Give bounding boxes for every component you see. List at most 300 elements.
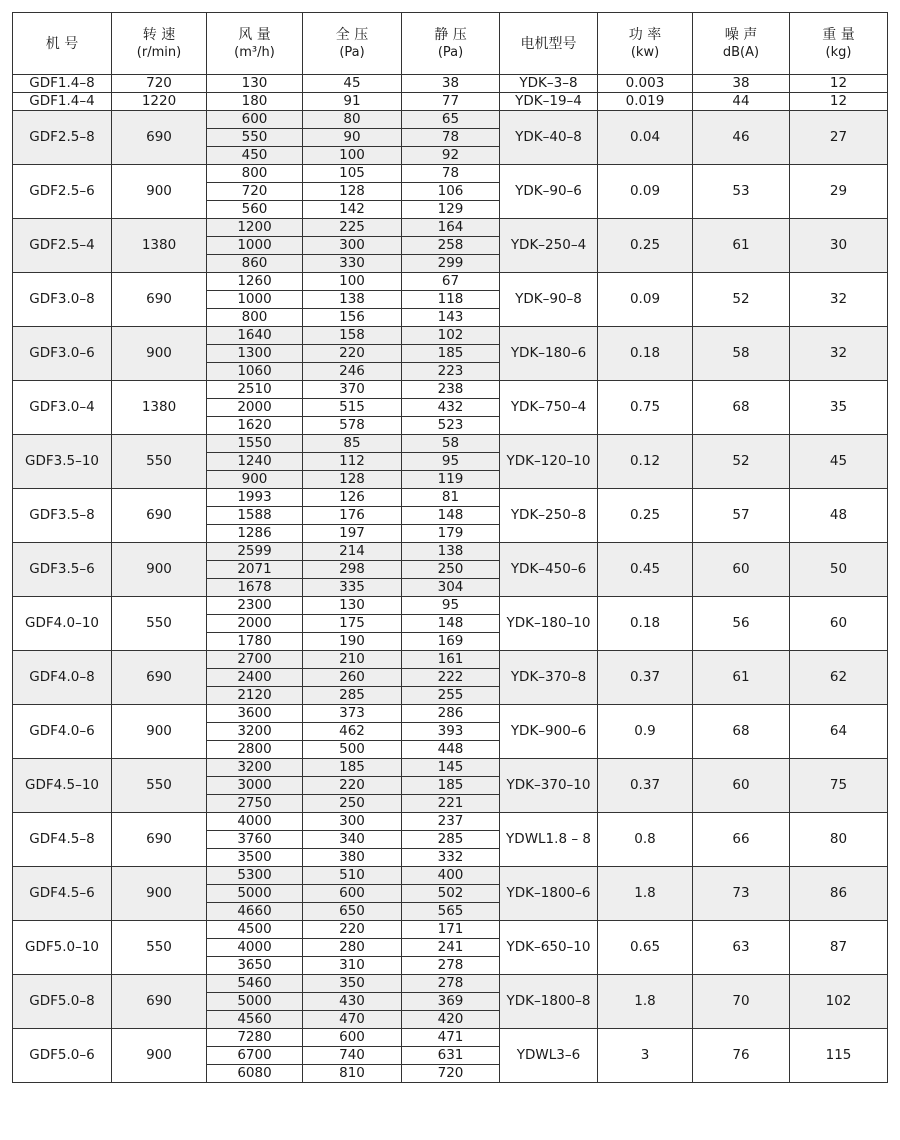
cell-model: GDF3.5–8 (13, 489, 112, 543)
table-row (13, 489, 888, 507)
cell-model: GDF4.5–8 (13, 813, 112, 867)
spec-table-wrapper (12, 12, 887, 1083)
cell-total-pressure: 220 (303, 345, 402, 363)
cell-motor-model: YDK–90–8 (500, 273, 598, 327)
cell-static-pressure: 369 (402, 993, 500, 1011)
cell-power: 0.18 (598, 597, 693, 651)
cell-noise: 44 (693, 93, 790, 111)
cell-total-pressure: 430 (303, 993, 402, 1011)
cell-airflow: 180 (207, 93, 303, 111)
cell-total-pressure: 112 (303, 453, 402, 471)
cell-motor-model: YDK–180–6 (500, 327, 598, 381)
cell-airflow: 450 (207, 147, 303, 165)
cell-static-pressure: 119 (402, 471, 500, 489)
cell-static-pressure: 420 (402, 1011, 500, 1029)
cell-airflow: 4500 (207, 921, 303, 939)
table-row (13, 219, 888, 237)
cell-noise: 60 (693, 759, 790, 813)
cell-static-pressure: 81 (402, 489, 500, 507)
cell-airflow: 4000 (207, 939, 303, 957)
cell-motor-model: YDK–750–4 (500, 381, 598, 435)
cell-speed: 900 (112, 327, 207, 381)
cell-motor-model: YDWL3–6 (500, 1029, 598, 1083)
cell-static-pressure: 720 (402, 1065, 500, 1083)
cell-total-pressure: 185 (303, 759, 402, 777)
cell-airflow: 6080 (207, 1065, 303, 1083)
cell-airflow: 2800 (207, 741, 303, 759)
cell-speed: 900 (112, 543, 207, 597)
cell-weight: 75 (790, 759, 888, 813)
cell-static-pressure: 78 (402, 129, 500, 147)
cell-airflow: 5460 (207, 975, 303, 993)
cell-power: 0.37 (598, 651, 693, 705)
cell-airflow: 800 (207, 165, 303, 183)
cell-airflow: 1780 (207, 633, 303, 651)
cell-noise: 53 (693, 165, 790, 219)
cell-power: 0.09 (598, 273, 693, 327)
table-row (13, 759, 888, 777)
cell-total-pressure: 650 (303, 903, 402, 921)
cell-static-pressure: 304 (402, 579, 500, 597)
cell-noise: 60 (693, 543, 790, 597)
cell-power: 0.003 (598, 75, 693, 93)
cell-weight: 102 (790, 975, 888, 1029)
col-header-airflow: 风 量 (m³/h) (207, 13, 303, 75)
cell-static-pressure: 179 (402, 525, 500, 543)
cell-speed: 900 (112, 165, 207, 219)
cell-model: GDF5.0–6 (13, 1029, 112, 1083)
cell-power: 1.8 (598, 867, 693, 921)
cell-noise: 70 (693, 975, 790, 1029)
cell-static-pressure: 471 (402, 1029, 500, 1047)
cell-power: 0.12 (598, 435, 693, 489)
cell-noise: 46 (693, 111, 790, 165)
cell-total-pressure: 280 (303, 939, 402, 957)
cell-airflow: 1640 (207, 327, 303, 345)
cell-weight: 115 (790, 1029, 888, 1083)
cell-noise: 52 (693, 435, 790, 489)
cell-model: GDF4.0–8 (13, 651, 112, 705)
cell-airflow: 5000 (207, 885, 303, 903)
cell-static-pressure: 161 (402, 651, 500, 669)
cell-airflow: 560 (207, 201, 303, 219)
cell-airflow: 1200 (207, 219, 303, 237)
cell-total-pressure: 500 (303, 741, 402, 759)
cell-airflow: 2000 (207, 615, 303, 633)
cell-speed: 550 (112, 597, 207, 651)
cell-motor-model: YDK–3–8 (500, 75, 598, 93)
cell-static-pressure: 77 (402, 93, 500, 111)
cell-total-pressure: 250 (303, 795, 402, 813)
cell-power: 0.45 (598, 543, 693, 597)
cell-static-pressure: 222 (402, 669, 500, 687)
cell-total-pressure: 380 (303, 849, 402, 867)
cell-weight: 62 (790, 651, 888, 705)
cell-model: GDF3.0–6 (13, 327, 112, 381)
cell-power: 0.8 (598, 813, 693, 867)
cell-model: GDF3.5–10 (13, 435, 112, 489)
cell-total-pressure: 176 (303, 507, 402, 525)
cell-static-pressure: 250 (402, 561, 500, 579)
cell-airflow: 4000 (207, 813, 303, 831)
cell-speed: 690 (112, 273, 207, 327)
cell-total-pressure: 470 (303, 1011, 402, 1029)
cell-static-pressure: 129 (402, 201, 500, 219)
cell-static-pressure: 565 (402, 903, 500, 921)
cell-static-pressure: 241 (402, 939, 500, 957)
cell-weight: 87 (790, 921, 888, 975)
cell-total-pressure: 340 (303, 831, 402, 849)
cell-speed: 550 (112, 921, 207, 975)
cell-airflow: 3760 (207, 831, 303, 849)
cell-total-pressure: 600 (303, 1029, 402, 1047)
cell-static-pressure: 118 (402, 291, 500, 309)
cell-motor-model: YDK–450–6 (500, 543, 598, 597)
table-row (13, 327, 888, 345)
cell-airflow: 2700 (207, 651, 303, 669)
cell-weight: 80 (790, 813, 888, 867)
cell-total-pressure: 100 (303, 147, 402, 165)
table-row (13, 975, 888, 993)
cell-total-pressure: 128 (303, 183, 402, 201)
cell-airflow: 1550 (207, 435, 303, 453)
cell-static-pressure: 432 (402, 399, 500, 417)
cell-power: 0.019 (598, 93, 693, 111)
cell-static-pressure: 58 (402, 435, 500, 453)
cell-airflow: 4660 (207, 903, 303, 921)
cell-model: GDF2.5–4 (13, 219, 112, 273)
cell-total-pressure: 128 (303, 471, 402, 489)
cell-total-pressure: 142 (303, 201, 402, 219)
cell-noise: 73 (693, 867, 790, 921)
col-header-power: 功 率 (kw) (598, 13, 693, 75)
cell-motor-model: YDK–90–6 (500, 165, 598, 219)
cell-total-pressure: 260 (303, 669, 402, 687)
cell-total-pressure: 175 (303, 615, 402, 633)
cell-airflow: 720 (207, 183, 303, 201)
cell-model: GDF4.0–6 (13, 705, 112, 759)
cell-motor-model: YDK–650–10 (500, 921, 598, 975)
cell-model: GDF1.4–8 (13, 75, 112, 93)
cell-static-pressure: 255 (402, 687, 500, 705)
cell-noise: 61 (693, 651, 790, 705)
cell-airflow: 800 (207, 309, 303, 327)
cell-airflow: 2120 (207, 687, 303, 705)
cell-noise: 68 (693, 381, 790, 435)
cell-weight: 32 (790, 273, 888, 327)
cell-speed: 900 (112, 705, 207, 759)
cell-motor-model: YDK–40–8 (500, 111, 598, 165)
cell-airflow: 860 (207, 255, 303, 273)
cell-noise: 38 (693, 75, 790, 93)
cell-static-pressure: 631 (402, 1047, 500, 1065)
cell-motor-model: YDWL1.8 – 8 (500, 813, 598, 867)
table-row (13, 543, 888, 561)
cell-airflow: 1000 (207, 291, 303, 309)
cell-weight: 48 (790, 489, 888, 543)
cell-total-pressure: 220 (303, 777, 402, 795)
table-row (13, 597, 888, 615)
cell-static-pressure: 286 (402, 705, 500, 723)
cell-model: GDF3.0–8 (13, 273, 112, 327)
cell-static-pressure: 393 (402, 723, 500, 741)
cell-airflow: 1060 (207, 363, 303, 381)
col-header-total-pressure: 全 压 (Pa) (303, 13, 402, 75)
cell-airflow: 1300 (207, 345, 303, 363)
col-header-model: 机 号 (13, 13, 112, 75)
cell-airflow: 2300 (207, 597, 303, 615)
cell-airflow: 2599 (207, 543, 303, 561)
cell-total-pressure: 600 (303, 885, 402, 903)
cell-airflow: 2510 (207, 381, 303, 399)
cell-static-pressure: 95 (402, 453, 500, 471)
cell-weight: 29 (790, 165, 888, 219)
cell-airflow: 600 (207, 111, 303, 129)
cell-static-pressure: 221 (402, 795, 500, 813)
cell-model: GDF2.5–6 (13, 165, 112, 219)
cell-total-pressure: 300 (303, 813, 402, 831)
cell-power: 0.04 (598, 111, 693, 165)
cell-total-pressure: 210 (303, 651, 402, 669)
cell-total-pressure: 156 (303, 309, 402, 327)
cell-noise: 57 (693, 489, 790, 543)
cell-motor-model: YDK–1800–6 (500, 867, 598, 921)
spec-table-body (13, 75, 888, 1083)
cell-speed: 1380 (112, 219, 207, 273)
cell-airflow: 2400 (207, 669, 303, 687)
cell-model: GDF5.0–8 (13, 975, 112, 1029)
table-row (13, 165, 888, 183)
cell-airflow: 3600 (207, 705, 303, 723)
cell-airflow: 3000 (207, 777, 303, 795)
cell-power: 3 (598, 1029, 693, 1083)
cell-static-pressure: 448 (402, 741, 500, 759)
cell-speed: 900 (112, 1029, 207, 1083)
cell-total-pressure: 220 (303, 921, 402, 939)
cell-power: 0.09 (598, 165, 693, 219)
table-row (13, 813, 888, 831)
cell-motor-model: YDK–1800–8 (500, 975, 598, 1029)
table-row (13, 651, 888, 669)
cell-airflow: 2071 (207, 561, 303, 579)
cell-static-pressure: 171 (402, 921, 500, 939)
cell-static-pressure: 138 (402, 543, 500, 561)
cell-motor-model: YDK–180–10 (500, 597, 598, 651)
cell-static-pressure: 238 (402, 381, 500, 399)
cell-speed: 1380 (112, 381, 207, 435)
cell-total-pressure: 105 (303, 165, 402, 183)
cell-power: 0.25 (598, 489, 693, 543)
cell-airflow: 1286 (207, 525, 303, 543)
cell-airflow: 3650 (207, 957, 303, 975)
cell-motor-model: YDK–250–8 (500, 489, 598, 543)
fan-spec-table (12, 12, 888, 1083)
cell-speed: 690 (112, 975, 207, 1029)
table-row (13, 273, 888, 291)
table-row (13, 93, 888, 111)
table-row (13, 1029, 888, 1047)
cell-airflow: 3500 (207, 849, 303, 867)
cell-noise: 66 (693, 813, 790, 867)
cell-static-pressure: 67 (402, 273, 500, 291)
cell-total-pressure: 225 (303, 219, 402, 237)
cell-static-pressure: 185 (402, 777, 500, 795)
table-row (13, 381, 888, 399)
cell-weight: 45 (790, 435, 888, 489)
cell-motor-model: YDK–370–8 (500, 651, 598, 705)
cell-total-pressure: 298 (303, 561, 402, 579)
cell-static-pressure: 258 (402, 237, 500, 255)
cell-speed: 690 (112, 489, 207, 543)
cell-model: GDF5.0–10 (13, 921, 112, 975)
cell-speed: 690 (112, 651, 207, 705)
cell-static-pressure: 148 (402, 615, 500, 633)
cell-power: 0.18 (598, 327, 693, 381)
cell-total-pressure: 373 (303, 705, 402, 723)
cell-airflow: 5000 (207, 993, 303, 1011)
cell-static-pressure: 95 (402, 597, 500, 615)
cell-airflow: 1260 (207, 273, 303, 291)
cell-noise: 52 (693, 273, 790, 327)
cell-total-pressure: 100 (303, 273, 402, 291)
cell-motor-model: YDK–120–10 (500, 435, 598, 489)
col-header-weight: 重 量 (kg) (790, 13, 888, 75)
cell-static-pressure: 164 (402, 219, 500, 237)
cell-motor-model: YDK–19–4 (500, 93, 598, 111)
cell-airflow: 1240 (207, 453, 303, 471)
cell-static-pressure: 278 (402, 957, 500, 975)
cell-airflow: 1678 (207, 579, 303, 597)
cell-weight: 12 (790, 93, 888, 111)
cell-airflow: 1588 (207, 507, 303, 525)
cell-speed: 550 (112, 759, 207, 813)
table-row (13, 867, 888, 885)
cell-total-pressure: 310 (303, 957, 402, 975)
cell-noise: 76 (693, 1029, 790, 1083)
table-row (13, 921, 888, 939)
cell-static-pressure: 502 (402, 885, 500, 903)
cell-power: 0.75 (598, 381, 693, 435)
table-row (13, 435, 888, 453)
cell-power: 0.65 (598, 921, 693, 975)
cell-total-pressure: 510 (303, 867, 402, 885)
cell-airflow: 3200 (207, 759, 303, 777)
cell-speed: 690 (112, 813, 207, 867)
cell-total-pressure: 578 (303, 417, 402, 435)
cell-total-pressure: 335 (303, 579, 402, 597)
cell-total-pressure: 370 (303, 381, 402, 399)
col-header-motor-model: 电机型号 (500, 13, 598, 75)
col-header-static-pressure: 静 压 (Pa) (402, 13, 500, 75)
cell-noise: 56 (693, 597, 790, 651)
cell-weight: 50 (790, 543, 888, 597)
cell-static-pressure: 169 (402, 633, 500, 651)
cell-total-pressure: 130 (303, 597, 402, 615)
cell-static-pressure: 38 (402, 75, 500, 93)
cell-total-pressure: 45 (303, 75, 402, 93)
cell-airflow: 1000 (207, 237, 303, 255)
header-row (13, 13, 888, 75)
cell-total-pressure: 197 (303, 525, 402, 543)
cell-total-pressure: 300 (303, 237, 402, 255)
cell-model: GDF3.5–6 (13, 543, 112, 597)
cell-total-pressure: 126 (303, 489, 402, 507)
cell-airflow: 130 (207, 75, 303, 93)
cell-weight: 32 (790, 327, 888, 381)
cell-total-pressure: 85 (303, 435, 402, 453)
col-header-speed: 转 速 (r/min) (112, 13, 207, 75)
cell-noise: 68 (693, 705, 790, 759)
cell-static-pressure: 148 (402, 507, 500, 525)
cell-airflow: 6700 (207, 1047, 303, 1065)
cell-total-pressure: 515 (303, 399, 402, 417)
cell-airflow: 1620 (207, 417, 303, 435)
cell-static-pressure: 332 (402, 849, 500, 867)
cell-weight: 86 (790, 867, 888, 921)
cell-total-pressure: 350 (303, 975, 402, 993)
cell-static-pressure: 299 (402, 255, 500, 273)
cell-airflow: 2750 (207, 795, 303, 813)
cell-weight: 12 (790, 75, 888, 93)
table-row (13, 111, 888, 129)
cell-airflow: 1993 (207, 489, 303, 507)
cell-speed: 720 (112, 75, 207, 93)
cell-model: GDF4.5–10 (13, 759, 112, 813)
col-header-noise: 噪 声 dB(A) (693, 13, 790, 75)
cell-speed: 900 (112, 867, 207, 921)
cell-speed: 1220 (112, 93, 207, 111)
cell-airflow: 900 (207, 471, 303, 489)
cell-total-pressure: 246 (303, 363, 402, 381)
cell-static-pressure: 237 (402, 813, 500, 831)
cell-motor-model: YDK–370–10 (500, 759, 598, 813)
cell-airflow: 3200 (207, 723, 303, 741)
cell-model: GDF1.4–4 (13, 93, 112, 111)
cell-power: 0.25 (598, 219, 693, 273)
cell-total-pressure: 190 (303, 633, 402, 651)
cell-weight: 27 (790, 111, 888, 165)
cell-noise: 61 (693, 219, 790, 273)
cell-total-pressure: 138 (303, 291, 402, 309)
cell-static-pressure: 523 (402, 417, 500, 435)
cell-static-pressure: 223 (402, 363, 500, 381)
cell-total-pressure: 810 (303, 1065, 402, 1083)
cell-airflow: 5300 (207, 867, 303, 885)
cell-speed: 550 (112, 435, 207, 489)
cell-weight: 60 (790, 597, 888, 651)
table-row (13, 75, 888, 93)
cell-static-pressure: 185 (402, 345, 500, 363)
cell-model: GDF4.5–6 (13, 867, 112, 921)
cell-total-pressure: 91 (303, 93, 402, 111)
cell-airflow: 550 (207, 129, 303, 147)
cell-model: GDF4.0–10 (13, 597, 112, 651)
cell-airflow: 7280 (207, 1029, 303, 1047)
cell-static-pressure: 78 (402, 165, 500, 183)
cell-total-pressure: 90 (303, 129, 402, 147)
cell-weight: 35 (790, 381, 888, 435)
cell-noise: 63 (693, 921, 790, 975)
cell-static-pressure: 143 (402, 309, 500, 327)
cell-noise: 58 (693, 327, 790, 381)
cell-model: GDF3.0–4 (13, 381, 112, 435)
cell-airflow: 4560 (207, 1011, 303, 1029)
cell-total-pressure: 158 (303, 327, 402, 345)
cell-power: 0.9 (598, 705, 693, 759)
cell-model: GDF2.5–8 (13, 111, 112, 165)
cell-speed: 690 (112, 111, 207, 165)
table-row (13, 705, 888, 723)
